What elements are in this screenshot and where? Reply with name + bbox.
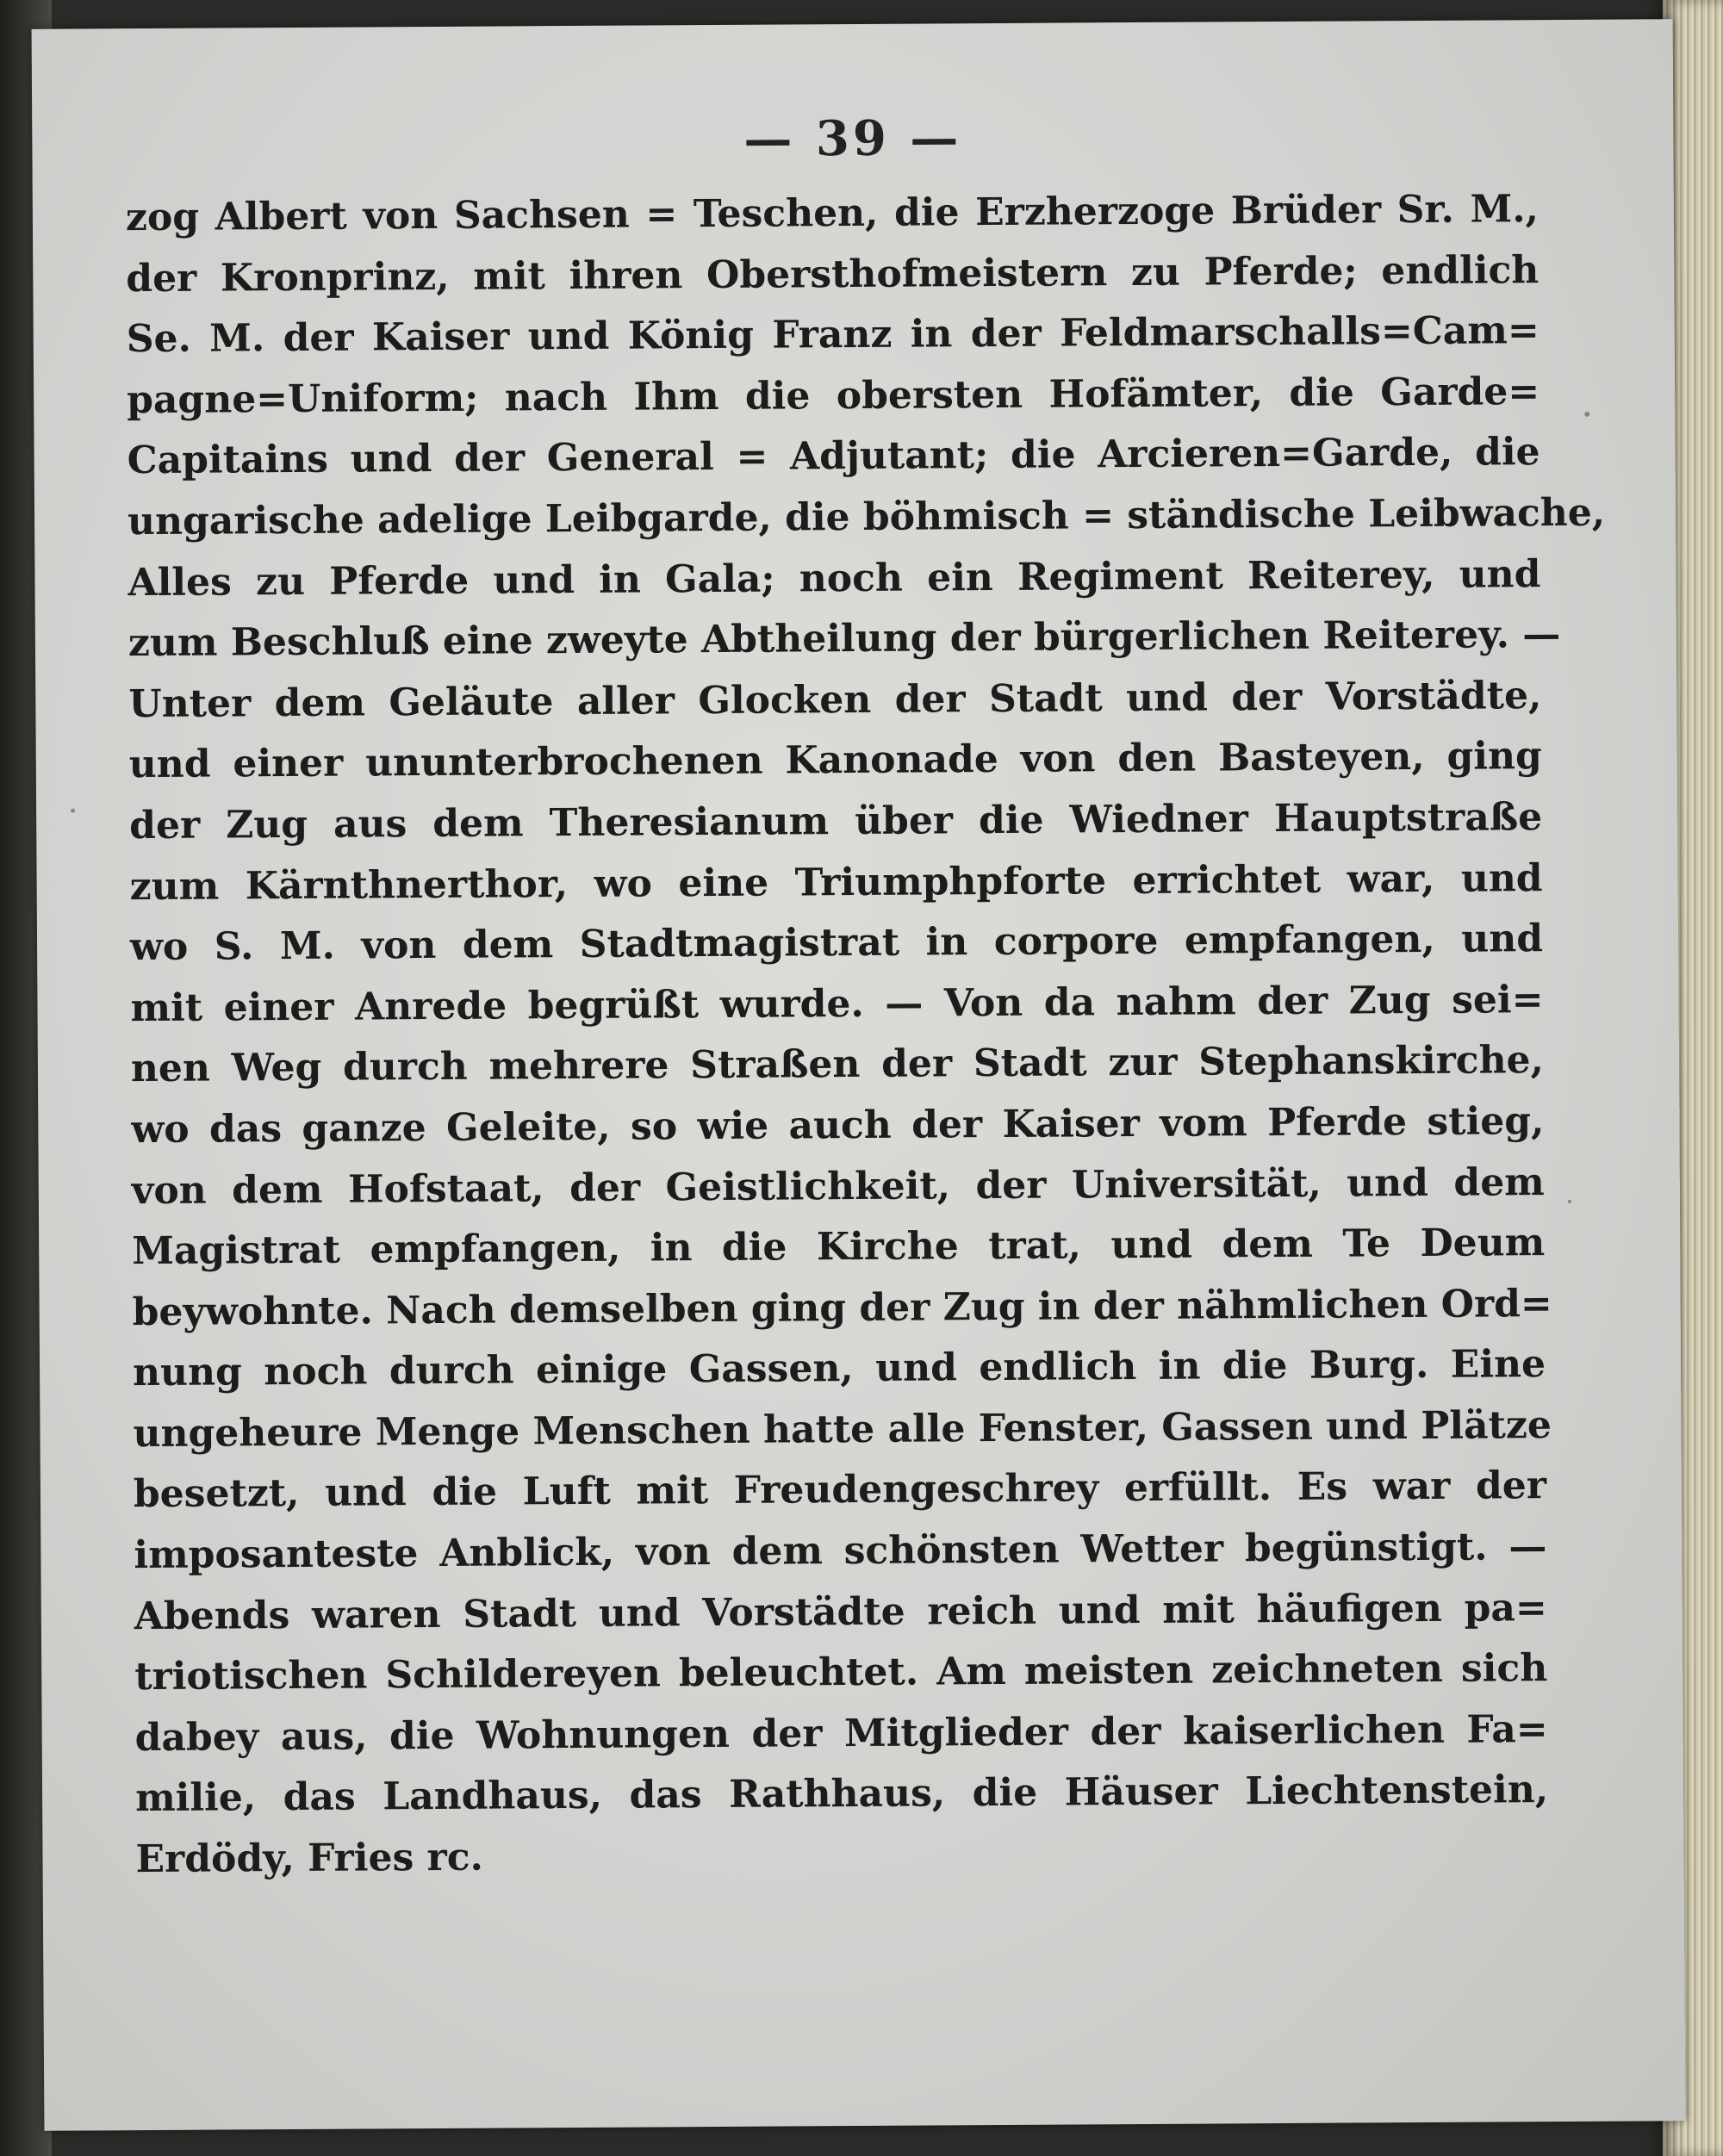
- text-line: wo das ganze Geleite, so wie auch der Kaiser vom Pferde stieg,: [131, 1099, 1545, 1153]
- text-line: Erdödy, Fries rc.: [135, 1835, 484, 1882]
- text-line: und einer ununterbrochenen Kanonade von den Basteyen, ging: [128, 734, 1542, 787]
- text-line: zog Albert von Sachsen = Teschen, die Erzherzoge Brüder Sr. M.,: [125, 187, 1540, 240]
- text-line: pagne=Uniform; nach Ihm die obersten Hofämter, die Garde=: [127, 369, 1540, 422]
- text-line: Alles zu Pferde und in Gala; noch ein Regiment Reiterey, und: [128, 551, 1541, 605]
- paper-speck: [71, 809, 75, 813]
- text-line: ungarische adelige Leibgarde, die böhmisch = ständische Leibwache,: [127, 490, 1606, 544]
- text-line: milie, das Landhaus, das Rathhaus, die Häuser Liechtenstein,: [134, 1768, 1549, 1821]
- text-line: mit einer Anrede begrüßt wurde. — Von da nahm der Zug sei=: [130, 977, 1544, 1030]
- text-line: beywohnte. Nach demselben ging der Zug in der nähmlichen Ord=: [132, 1281, 1552, 1334]
- text-line: zum Kärnthnerthor, wo eine Triumphpforte errichtet war, und: [129, 855, 1543, 909]
- text-line: triotischen Schildereyen beleuchtet. Am meisten zeichneten sich: [134, 1646, 1548, 1699]
- text-line: Se. M. der Kaiser und König Franz in der Feldmarschalls=Cam=: [126, 308, 1540, 362]
- text-line: dabey aus, die Wohnungen der Mitglieder der kaiserlichen Fa=: [134, 1706, 1548, 1760]
- text-line: Capitains und der General = Adjutant; die Arcieren=Garde, die: [127, 430, 1540, 483]
- text-line: nen Weg durch mehrere Straßen der Stadt zur Stephanskirche,: [130, 1038, 1545, 1091]
- paper-speck: [1568, 1200, 1571, 1203]
- text-line: Unter dem Geläute aller Glocken der Stadt und der Vorstädte,: [128, 673, 1542, 726]
- text-line: der Kronprinz, mit ihren Obersthofmeistern zu Pferde; endlich: [126, 247, 1540, 301]
- text-line: nung noch durch einige Gassen, und endlich in die Burg. Eine: [132, 1342, 1546, 1395]
- text-line: von dem Hofstaat, der Geistlichkeit, der Universität, und dem: [131, 1159, 1545, 1213]
- text-line: Abends waren Stadt und Vorstädte reich und mit häufigen pa=: [134, 1585, 1547, 1638]
- text-line: besetzt, und die Luft mit Freudengeschrey erfüllt. Es war der: [133, 1463, 1547, 1517]
- page-body-text: [125, 179, 1606, 1891]
- text-line: Magistrat empfangen, in die Kirche trat, und dem Te Deum: [132, 1221, 1546, 1274]
- page-number: — 39 —: [743, 109, 962, 168]
- text-line: wo S. M. von dem Stadtmagistrat in corpore empfangen, und: [129, 916, 1544, 970]
- text-line: zum Beschluß eine zweyte Abtheilung der bürgerlichen Reiterey. —: [128, 612, 1561, 666]
- text-line: der Zug aus dem Theresianum über die Wiedner Hauptstraße: [129, 795, 1543, 848]
- text-line: imposanteste Anblick, von dem schönsten Wetter begünstigt. —: [134, 1525, 1547, 1578]
- paper-speck: [1584, 412, 1589, 417]
- text-line: ungeheure Menge Menschen hatte alle Fenster, Gassen und Plätze: [133, 1402, 1552, 1457]
- book-page: [32, 19, 1686, 2131]
